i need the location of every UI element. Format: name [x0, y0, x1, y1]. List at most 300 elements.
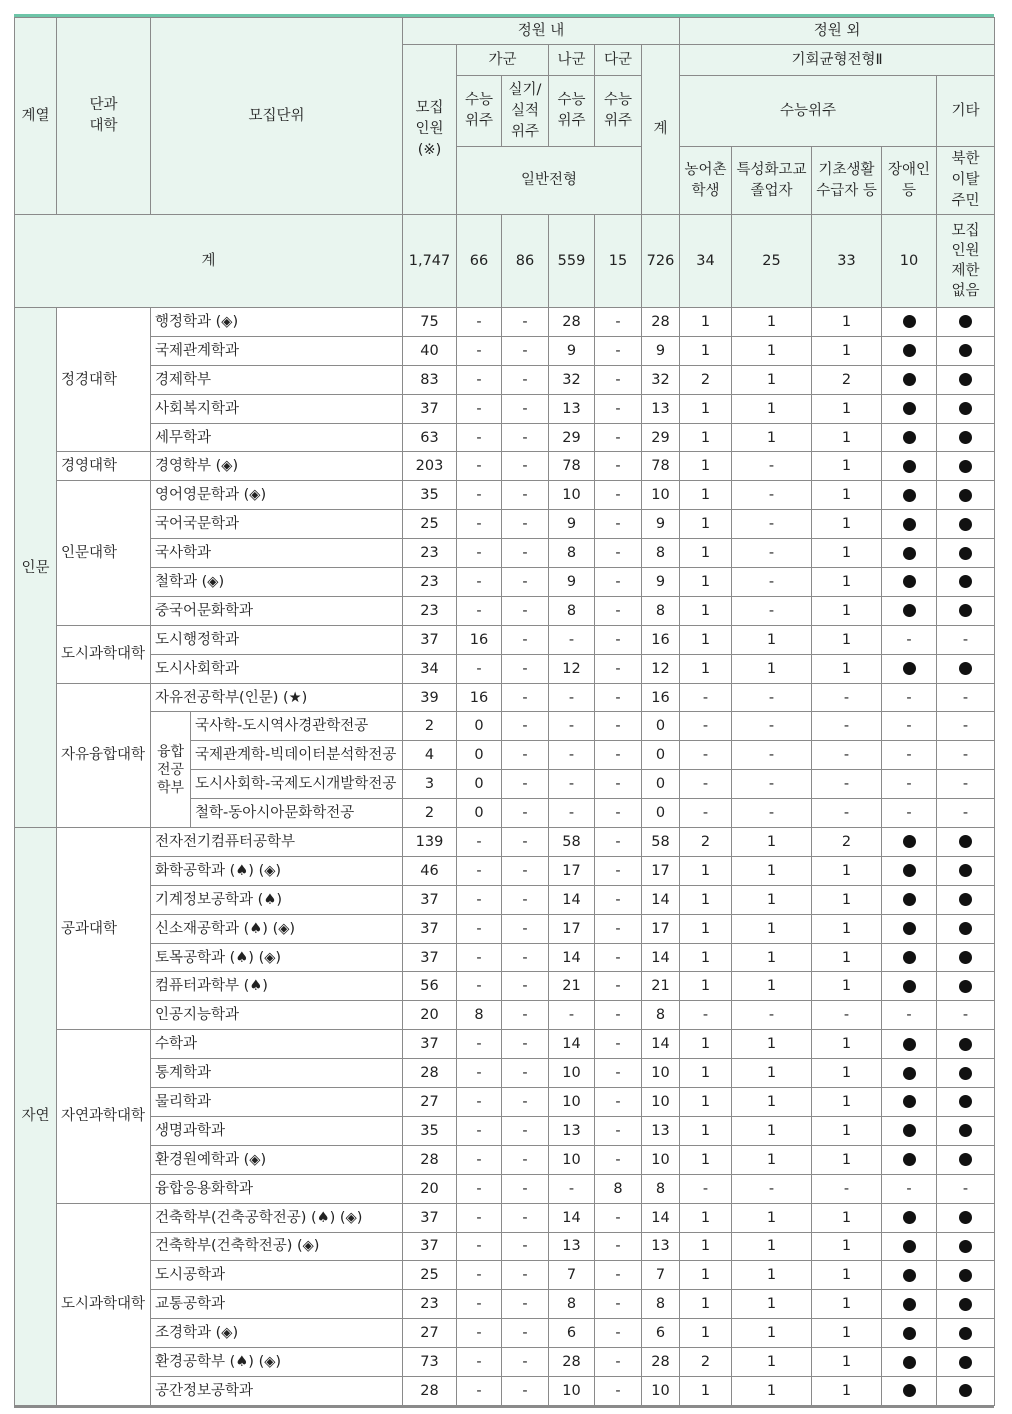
value-cell: -: [502, 308, 549, 337]
value-cell: -: [502, 799, 549, 828]
admission-quota-table: [14, 17, 995, 1406]
value-cell: -: [882, 1174, 937, 1203]
unit-name-cell: 생명과학과: [151, 1116, 403, 1145]
unit-name-cell: 건축학부(건축학전공) (◈): [151, 1232, 403, 1261]
value-cell: -: [549, 799, 595, 828]
value-cell: 2: [403, 712, 457, 741]
filled-circle-icon: [959, 980, 972, 993]
value-cell: -: [502, 423, 549, 452]
value-cell: 12: [642, 654, 680, 683]
filled-circle-icon: [959, 1327, 972, 1340]
value-cell: 10: [549, 481, 595, 510]
filled-circle-icon: [959, 1298, 972, 1311]
value-cell: -: [457, 1174, 502, 1203]
value-cell: 1: [812, 394, 882, 423]
unit-name-cell: 국제관계학과: [151, 336, 403, 365]
value-cell-dot: [937, 1290, 995, 1319]
filled-circle-icon: [959, 373, 972, 386]
unit-name-cell: 국사학과: [151, 539, 403, 568]
value-cell: 0: [457, 770, 502, 799]
value-cell: -: [457, 336, 502, 365]
value-cell: 8: [549, 1290, 595, 1319]
total-da-suneung: 15: [595, 215, 642, 308]
table-row: [15, 452, 995, 481]
table-row: [15, 596, 995, 625]
header-da-group: 다군: [595, 45, 642, 76]
value-cell-dot: [882, 856, 937, 885]
value-cell: 17: [549, 856, 595, 885]
value-cell: -: [882, 770, 937, 799]
total-quota: 1,747: [403, 215, 457, 308]
value-cell: 1: [732, 365, 812, 394]
value-cell: 1: [812, 510, 882, 539]
value-cell: -: [937, 741, 995, 770]
value-cell: 13: [642, 1116, 680, 1145]
total-disabled: 10: [882, 215, 937, 308]
value-cell: 1: [680, 308, 732, 337]
table-row: [15, 1290, 995, 1319]
value-cell: -: [502, 943, 549, 972]
filled-circle-icon: [959, 604, 972, 617]
table-row: [15, 394, 995, 423]
value-cell: 29: [642, 423, 680, 452]
value-cell: -: [732, 539, 812, 568]
value-cell: 10: [549, 1059, 595, 1088]
table-row: [15, 481, 995, 510]
filled-circle-icon: [903, 980, 916, 993]
value-cell: -: [457, 596, 502, 625]
college-cell: 자유융합대학: [57, 683, 151, 827]
table-row: [15, 943, 995, 972]
value-cell: 1: [680, 972, 732, 1001]
value-cell: -: [502, 972, 549, 1001]
filled-circle-icon: [903, 1095, 916, 1108]
value-cell: 10: [642, 1145, 680, 1174]
value-cell-dot: [882, 1319, 937, 1348]
value-cell: 1: [812, 596, 882, 625]
value-cell: 35: [403, 1116, 457, 1145]
value-cell-dot: [882, 1232, 937, 1261]
table-row: [15, 539, 995, 568]
total-na-suneung: 559: [549, 215, 595, 308]
table-row: [15, 510, 995, 539]
value-cell: 28: [403, 1145, 457, 1174]
header-da-suneung: 수능 위주: [595, 76, 642, 147]
value-cell: -: [502, 1348, 549, 1377]
value-cell-dot: [937, 568, 995, 597]
value-cell: 20: [403, 1174, 457, 1203]
value-cell: 1: [812, 452, 882, 481]
value-cell-dot: [937, 828, 995, 857]
value-cell: 14: [549, 1030, 595, 1059]
value-cell: -: [502, 1145, 549, 1174]
value-cell: -: [812, 1174, 882, 1203]
value-cell: 1: [680, 914, 732, 943]
value-cell-dot: [882, 943, 937, 972]
value-cell: 1: [732, 1030, 812, 1059]
value-cell: 203: [403, 452, 457, 481]
value-cell: 28: [642, 308, 680, 337]
table-row: [15, 568, 995, 597]
value-cell: -: [937, 712, 995, 741]
filled-circle-icon: [903, 518, 916, 531]
filled-circle-icon: [903, 547, 916, 560]
value-cell: 14: [642, 885, 680, 914]
value-cell-dot: [882, 1059, 937, 1088]
unit-name-cell: 국제관계학-빅데이터분석학전공: [191, 741, 403, 770]
value-cell: -: [457, 1059, 502, 1088]
value-cell: -: [502, 856, 549, 885]
value-cell: 16: [457, 683, 502, 712]
value-cell: -: [502, 1059, 549, 1088]
value-cell: 37: [403, 1203, 457, 1232]
value-cell: -: [595, 741, 642, 770]
value-cell: -: [502, 914, 549, 943]
value-cell-dot: [882, 568, 937, 597]
value-cell-dot: [937, 365, 995, 394]
value-cell-dot: [937, 1261, 995, 1290]
value-cell: -: [457, 308, 502, 337]
value-cell: 3: [403, 770, 457, 799]
filled-circle-icon: [903, 460, 916, 473]
value-cell: -: [502, 1232, 549, 1261]
value-cell: -: [502, 1203, 549, 1232]
value-cell: 13: [642, 1232, 680, 1261]
value-cell: 2: [812, 828, 882, 857]
value-cell: -: [812, 1001, 882, 1030]
value-cell: -: [882, 712, 937, 741]
value-cell: 1: [732, 1348, 812, 1377]
header-disabled: 장애인 등: [882, 147, 937, 215]
value-cell: -: [937, 770, 995, 799]
value-cell-dot: [937, 1116, 995, 1145]
unit-name-cell: 환경원예학과 (◈): [151, 1145, 403, 1174]
value-cell: -: [680, 741, 732, 770]
value-cell-dot: [937, 1376, 995, 1405]
value-cell: -: [595, 1376, 642, 1405]
filled-circle-icon: [903, 373, 916, 386]
filled-circle-icon: [959, 1211, 972, 1224]
value-cell: 34: [403, 654, 457, 683]
value-cell: -: [457, 423, 502, 452]
value-cell: 37: [403, 1232, 457, 1261]
value-cell: -: [595, 365, 642, 394]
value-cell: -: [937, 1001, 995, 1030]
value-cell: 1: [812, 914, 882, 943]
value-cell: -: [457, 1116, 502, 1145]
value-cell: 78: [549, 452, 595, 481]
total-basic-living: 33: [812, 215, 882, 308]
value-cell: 12: [549, 654, 595, 683]
value-cell: -: [882, 1001, 937, 1030]
value-cell: -: [457, 1348, 502, 1377]
filled-circle-icon: [903, 1038, 916, 1051]
value-cell: 27: [403, 1088, 457, 1117]
total-ga-practical: 86: [502, 215, 549, 308]
value-cell: 40: [403, 336, 457, 365]
value-cell: -: [595, 596, 642, 625]
value-cell: -: [882, 625, 937, 654]
table-row: [15, 712, 995, 741]
value-cell: 35: [403, 481, 457, 510]
filled-circle-icon: [903, 315, 916, 328]
value-cell: 1: [680, 943, 732, 972]
filled-circle-icon: [903, 1384, 916, 1397]
value-cell: 0: [642, 741, 680, 770]
value-cell: -: [457, 885, 502, 914]
value-cell: -: [812, 741, 882, 770]
value-cell: -: [812, 683, 882, 712]
value-cell: 8: [642, 1174, 680, 1203]
table-row: [15, 365, 995, 394]
value-cell: -: [732, 770, 812, 799]
value-cell: -: [457, 972, 502, 1001]
table-row: [15, 1203, 995, 1232]
value-cell-dot: [882, 596, 937, 625]
value-cell: -: [502, 1001, 549, 1030]
value-cell: -: [937, 1174, 995, 1203]
value-cell: -: [457, 1203, 502, 1232]
filled-circle-icon: [903, 604, 916, 617]
value-cell: -: [502, 885, 549, 914]
value-cell: -: [457, 828, 502, 857]
unit-name-cell: 토목공학과 (♠) (◈): [151, 943, 403, 972]
value-cell-dot: [937, 1030, 995, 1059]
value-cell: 1: [680, 1232, 732, 1261]
value-cell: 2: [812, 365, 882, 394]
value-cell: -: [680, 683, 732, 712]
value-cell: -: [457, 1319, 502, 1348]
college-cell: 정경대학: [57, 308, 151, 452]
value-cell: 2: [680, 1348, 732, 1377]
unit-name-cell: 자유전공학부(인문) (★): [151, 683, 403, 712]
value-cell: 58: [642, 828, 680, 857]
header-na-suneung: 수능 위주: [549, 76, 595, 147]
value-cell: 9: [642, 510, 680, 539]
header-within-quota: 정원 내: [403, 18, 680, 45]
value-cell: -: [595, 1116, 642, 1145]
value-cell: 1: [732, 1116, 812, 1145]
table-row: [15, 856, 995, 885]
value-cell: -: [595, 394, 642, 423]
value-cell: 1: [680, 1261, 732, 1290]
value-cell: 6: [549, 1319, 595, 1348]
value-cell: 39: [403, 683, 457, 712]
value-cell: 1: [680, 336, 732, 365]
value-cell: -: [502, 1261, 549, 1290]
filled-circle-icon: [959, 1095, 972, 1108]
value-cell: -: [595, 828, 642, 857]
filled-circle-icon: [959, 315, 972, 328]
unit-name-cell: 경제학부: [151, 365, 403, 394]
table-row: [15, 1001, 995, 1030]
header-na-group: 나군: [549, 45, 595, 76]
value-cell: 1: [680, 856, 732, 885]
value-cell: 1: [812, 336, 882, 365]
value-cell: 0: [457, 712, 502, 741]
value-cell: 21: [642, 972, 680, 1001]
value-cell: 1: [812, 481, 882, 510]
header-ga-practical: 실기/ 실적 위주: [502, 76, 549, 147]
value-cell: 13: [549, 1232, 595, 1261]
filled-circle-icon: [959, 1038, 972, 1051]
value-cell-dot: [882, 972, 937, 1001]
value-cell: 2: [680, 365, 732, 394]
value-cell: -: [595, 885, 642, 914]
filled-circle-icon: [959, 1067, 972, 1080]
value-cell-dot: [882, 1376, 937, 1405]
unit-name-cell: 화학공학과 (♠) (◈): [151, 856, 403, 885]
unit-name-cell: 행정학과 (◈): [151, 308, 403, 337]
value-cell: -: [595, 1059, 642, 1088]
subgroup-cell: 융합 전공 학부: [151, 712, 191, 828]
value-cell: 37: [403, 394, 457, 423]
value-cell: 9: [549, 336, 595, 365]
value-cell: 1: [732, 1290, 812, 1319]
value-cell: 1: [812, 1348, 882, 1377]
total-special-school: 25: [732, 215, 812, 308]
unit-name-cell: 중국어문화학과: [151, 596, 403, 625]
header-general: 일반전형: [457, 147, 642, 215]
value-cell: 1: [732, 1261, 812, 1290]
header-college: 단과 대학: [57, 18, 151, 215]
value-cell: 78: [642, 452, 680, 481]
header-outside-quota: 정원 외: [680, 18, 995, 45]
value-cell: -: [502, 510, 549, 539]
value-cell-dot: [937, 914, 995, 943]
table-row: [15, 1319, 995, 1348]
value-cell-dot: [882, 423, 937, 452]
unit-name-cell: 물리학과: [151, 1088, 403, 1117]
value-cell: -: [680, 1001, 732, 1030]
filled-circle-icon: [903, 489, 916, 502]
value-cell-dot: [937, 423, 995, 452]
table-row: [15, 1348, 995, 1377]
value-cell-dot: [882, 539, 937, 568]
value-cell: 139: [403, 828, 457, 857]
header-ga-suneung: 수능 위주: [457, 76, 502, 147]
value-cell: -: [502, 625, 549, 654]
value-cell: 14: [642, 1203, 680, 1232]
table-row: [15, 1059, 995, 1088]
value-cell: -: [457, 539, 502, 568]
value-cell: 14: [642, 1030, 680, 1059]
value-cell: -: [595, 914, 642, 943]
value-cell-dot: [937, 539, 995, 568]
value-cell-dot: [937, 1348, 995, 1377]
value-cell: 23: [403, 568, 457, 597]
unit-name-cell: 영어영문학과 (◈): [151, 481, 403, 510]
value-cell: -: [595, 799, 642, 828]
value-cell: 1: [812, 1376, 882, 1405]
header-sum: 계: [642, 45, 680, 215]
filled-circle-icon: [959, 547, 972, 560]
value-cell: 1: [680, 481, 732, 510]
value-cell: -: [595, 1232, 642, 1261]
filled-circle-icon: [959, 1384, 972, 1397]
value-cell: -: [457, 394, 502, 423]
value-cell-dot: [937, 1059, 995, 1088]
filled-circle-icon: [959, 1240, 972, 1253]
value-cell: -: [595, 770, 642, 799]
unit-name-cell: 철학-동아시아문화학전공: [191, 799, 403, 828]
value-cell: -: [595, 539, 642, 568]
value-cell: -: [502, 539, 549, 568]
value-cell-dot: [882, 885, 937, 914]
value-cell: 83: [403, 365, 457, 394]
value-cell-dot: [937, 596, 995, 625]
table-row: [15, 1174, 995, 1203]
filled-circle-icon: [903, 575, 916, 588]
unit-name-cell: 통계학과: [151, 1059, 403, 1088]
header-gyeyeol: 계열: [15, 18, 57, 215]
value-cell: -: [732, 510, 812, 539]
unit-name-cell: 공간정보공학과: [151, 1376, 403, 1405]
value-cell: 58: [549, 828, 595, 857]
value-cell: -: [680, 770, 732, 799]
value-cell: -: [502, 1319, 549, 1348]
unit-name-cell: 수학과: [151, 1030, 403, 1059]
filled-circle-icon: [959, 489, 972, 502]
value-cell: 0: [642, 770, 680, 799]
value-cell: 2: [680, 828, 732, 857]
value-cell: 14: [549, 943, 595, 972]
value-cell: 1: [732, 1376, 812, 1405]
value-cell-dot: [882, 308, 937, 337]
value-cell: 0: [642, 799, 680, 828]
unit-name-cell: 환경공학부 (♠) (◈): [151, 1348, 403, 1377]
value-cell: 8: [549, 596, 595, 625]
value-cell: 1: [812, 1319, 882, 1348]
value-cell: 1: [732, 856, 812, 885]
value-cell: 1: [732, 943, 812, 972]
value-cell-dot: [937, 1088, 995, 1117]
unit-name-cell: 국어국문학과: [151, 510, 403, 539]
filled-circle-icon: [959, 1153, 972, 1166]
value-cell-dot: [937, 1203, 995, 1232]
value-cell: -: [882, 741, 937, 770]
value-cell: -: [595, 1088, 642, 1117]
value-cell: -: [549, 1001, 595, 1030]
value-cell: 1: [680, 1203, 732, 1232]
filled-circle-icon: [959, 1269, 972, 1282]
value-cell: -: [457, 654, 502, 683]
value-cell: 1: [812, 654, 882, 683]
value-cell: -: [457, 1030, 502, 1059]
filled-circle-icon: [903, 1240, 916, 1253]
value-cell: 16: [457, 625, 502, 654]
unit-name-cell: 도시공학과: [151, 1261, 403, 1290]
value-cell: 1: [812, 1116, 882, 1145]
table-row: [15, 423, 995, 452]
filled-circle-icon: [959, 518, 972, 531]
value-cell: -: [595, 654, 642, 683]
filled-circle-icon: [959, 1124, 972, 1137]
value-cell: -: [732, 1174, 812, 1203]
value-cell: -: [595, 1290, 642, 1319]
value-cell: -: [595, 481, 642, 510]
value-cell: 1: [812, 1030, 882, 1059]
filled-circle-icon: [903, 344, 916, 357]
total-label: 계: [15, 215, 403, 308]
value-cell: -: [937, 683, 995, 712]
value-cell: 1: [732, 1232, 812, 1261]
header-special-school: 특성화고교 졸업자: [732, 147, 812, 215]
value-cell-dot: [882, 481, 937, 510]
value-cell: -: [502, 1376, 549, 1405]
value-cell-dot: [882, 1290, 937, 1319]
filled-circle-icon: [959, 344, 972, 357]
